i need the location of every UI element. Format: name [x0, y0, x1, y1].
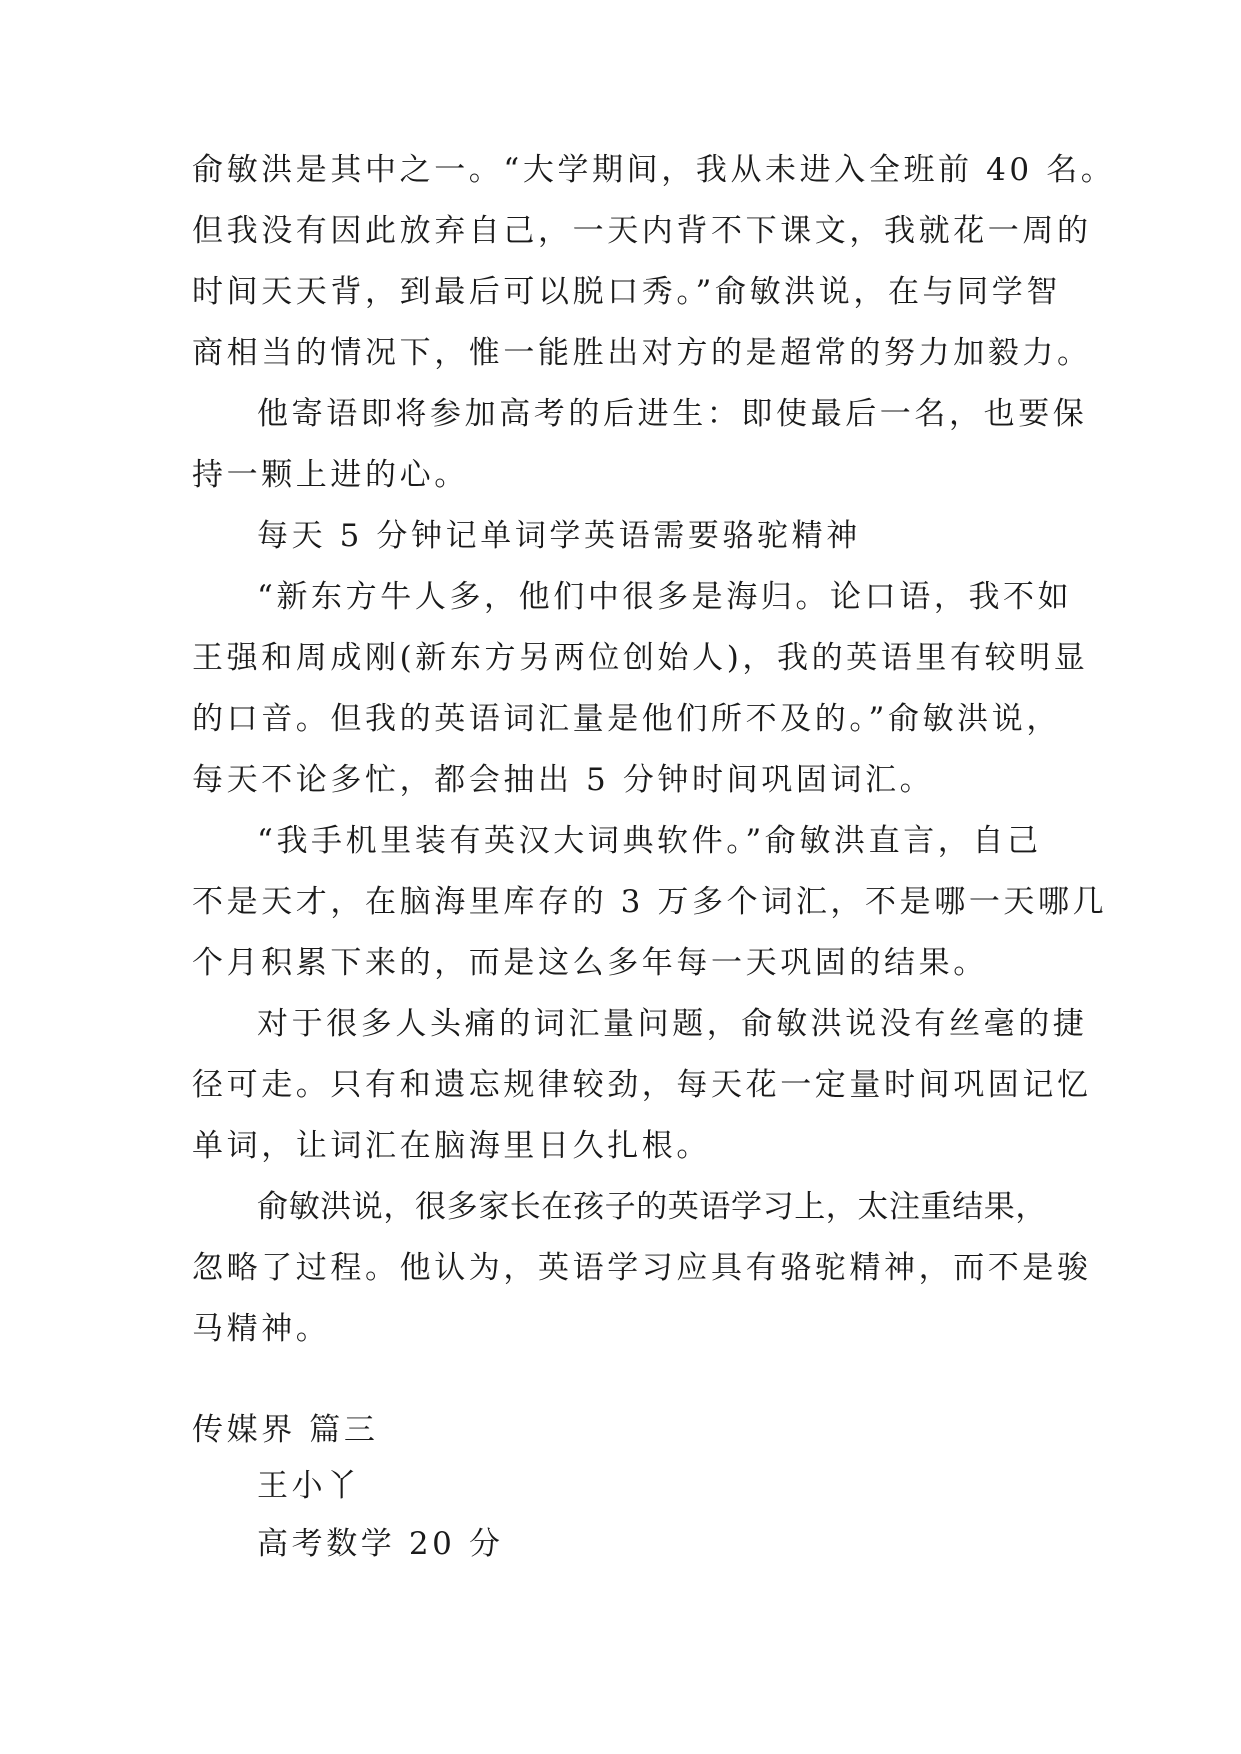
paragraph-line: 单词，让词汇在脑海里日久扎根。	[192, 1128, 711, 1164]
paragraph-line: 他寄语即将参加高考的后进生：即使最后一名，也要保	[257, 396, 1088, 432]
paragraph-line: 的口音。但我的英语词汇量是他们所不及的。”俞敏洪说，	[192, 701, 1061, 737]
section-subheading: 每天 5 分钟记单词学英语需要骆驼精神	[257, 518, 861, 554]
paragraph-line: 王强和周成刚(新东方另两位创始人)，我的英语里有较明显	[192, 640, 1089, 676]
paragraph-line: “我手机里装有英汉大词典软件。”俞敏洪直言，自己	[257, 823, 1042, 859]
paragraph-line: 但我没有因此放弃自己，一天内背不下课文，我就花一周的	[192, 213, 1092, 249]
paragraph-line: “新东方牛人多，他们中很多是海归。论口语，我不如	[257, 579, 1073, 615]
paragraph-line: 每天不论多忙，都会抽出 5 分钟时间巩固词汇。	[192, 762, 935, 798]
paragraph-line: 持一颗上进的心。	[192, 457, 469, 493]
section-heading: 传媒界 篇三	[192, 1412, 379, 1448]
paragraph-line: 时间天天背，到最后可以脱口秀。”俞敏洪说，在与同学智	[192, 274, 1061, 310]
paragraph-line: 不是天才，在脑海里库存的 3 万多个词汇，不是哪一天哪几	[192, 884, 1108, 920]
paragraph-line: 径可走。只有和遗忘规律较劲，每天花一定量时间巩固记忆	[192, 1067, 1092, 1103]
paragraph-line: 俞敏洪是其中之一。“大学期间，我从未进入全班前 40 名。	[192, 152, 1116, 188]
paragraph-line: 个月积累下来的，而是这么多年每一天巩固的结果。	[192, 945, 988, 981]
section-subheading: 高考数学 20 分	[257, 1526, 504, 1562]
paragraph-line: 俞敏洪说，很多家长在孩子的英语学习上，太注重结果，	[257, 1189, 1047, 1225]
paragraph-line: 马精神。	[192, 1311, 331, 1347]
paragraph-line: 对于很多人头痛的词汇量问题，俞敏洪说没有丝毫的捷	[257, 1006, 1088, 1042]
paragraph-line: 忽略了过程。他认为，英语学习应具有骆驼精神，而不是骏	[192, 1250, 1092, 1286]
author-name: 王小丫	[257, 1468, 361, 1504]
paragraph-line: 商相当的情况下，惟一能胜出对方的是超常的努力加毅力。	[192, 335, 1092, 371]
